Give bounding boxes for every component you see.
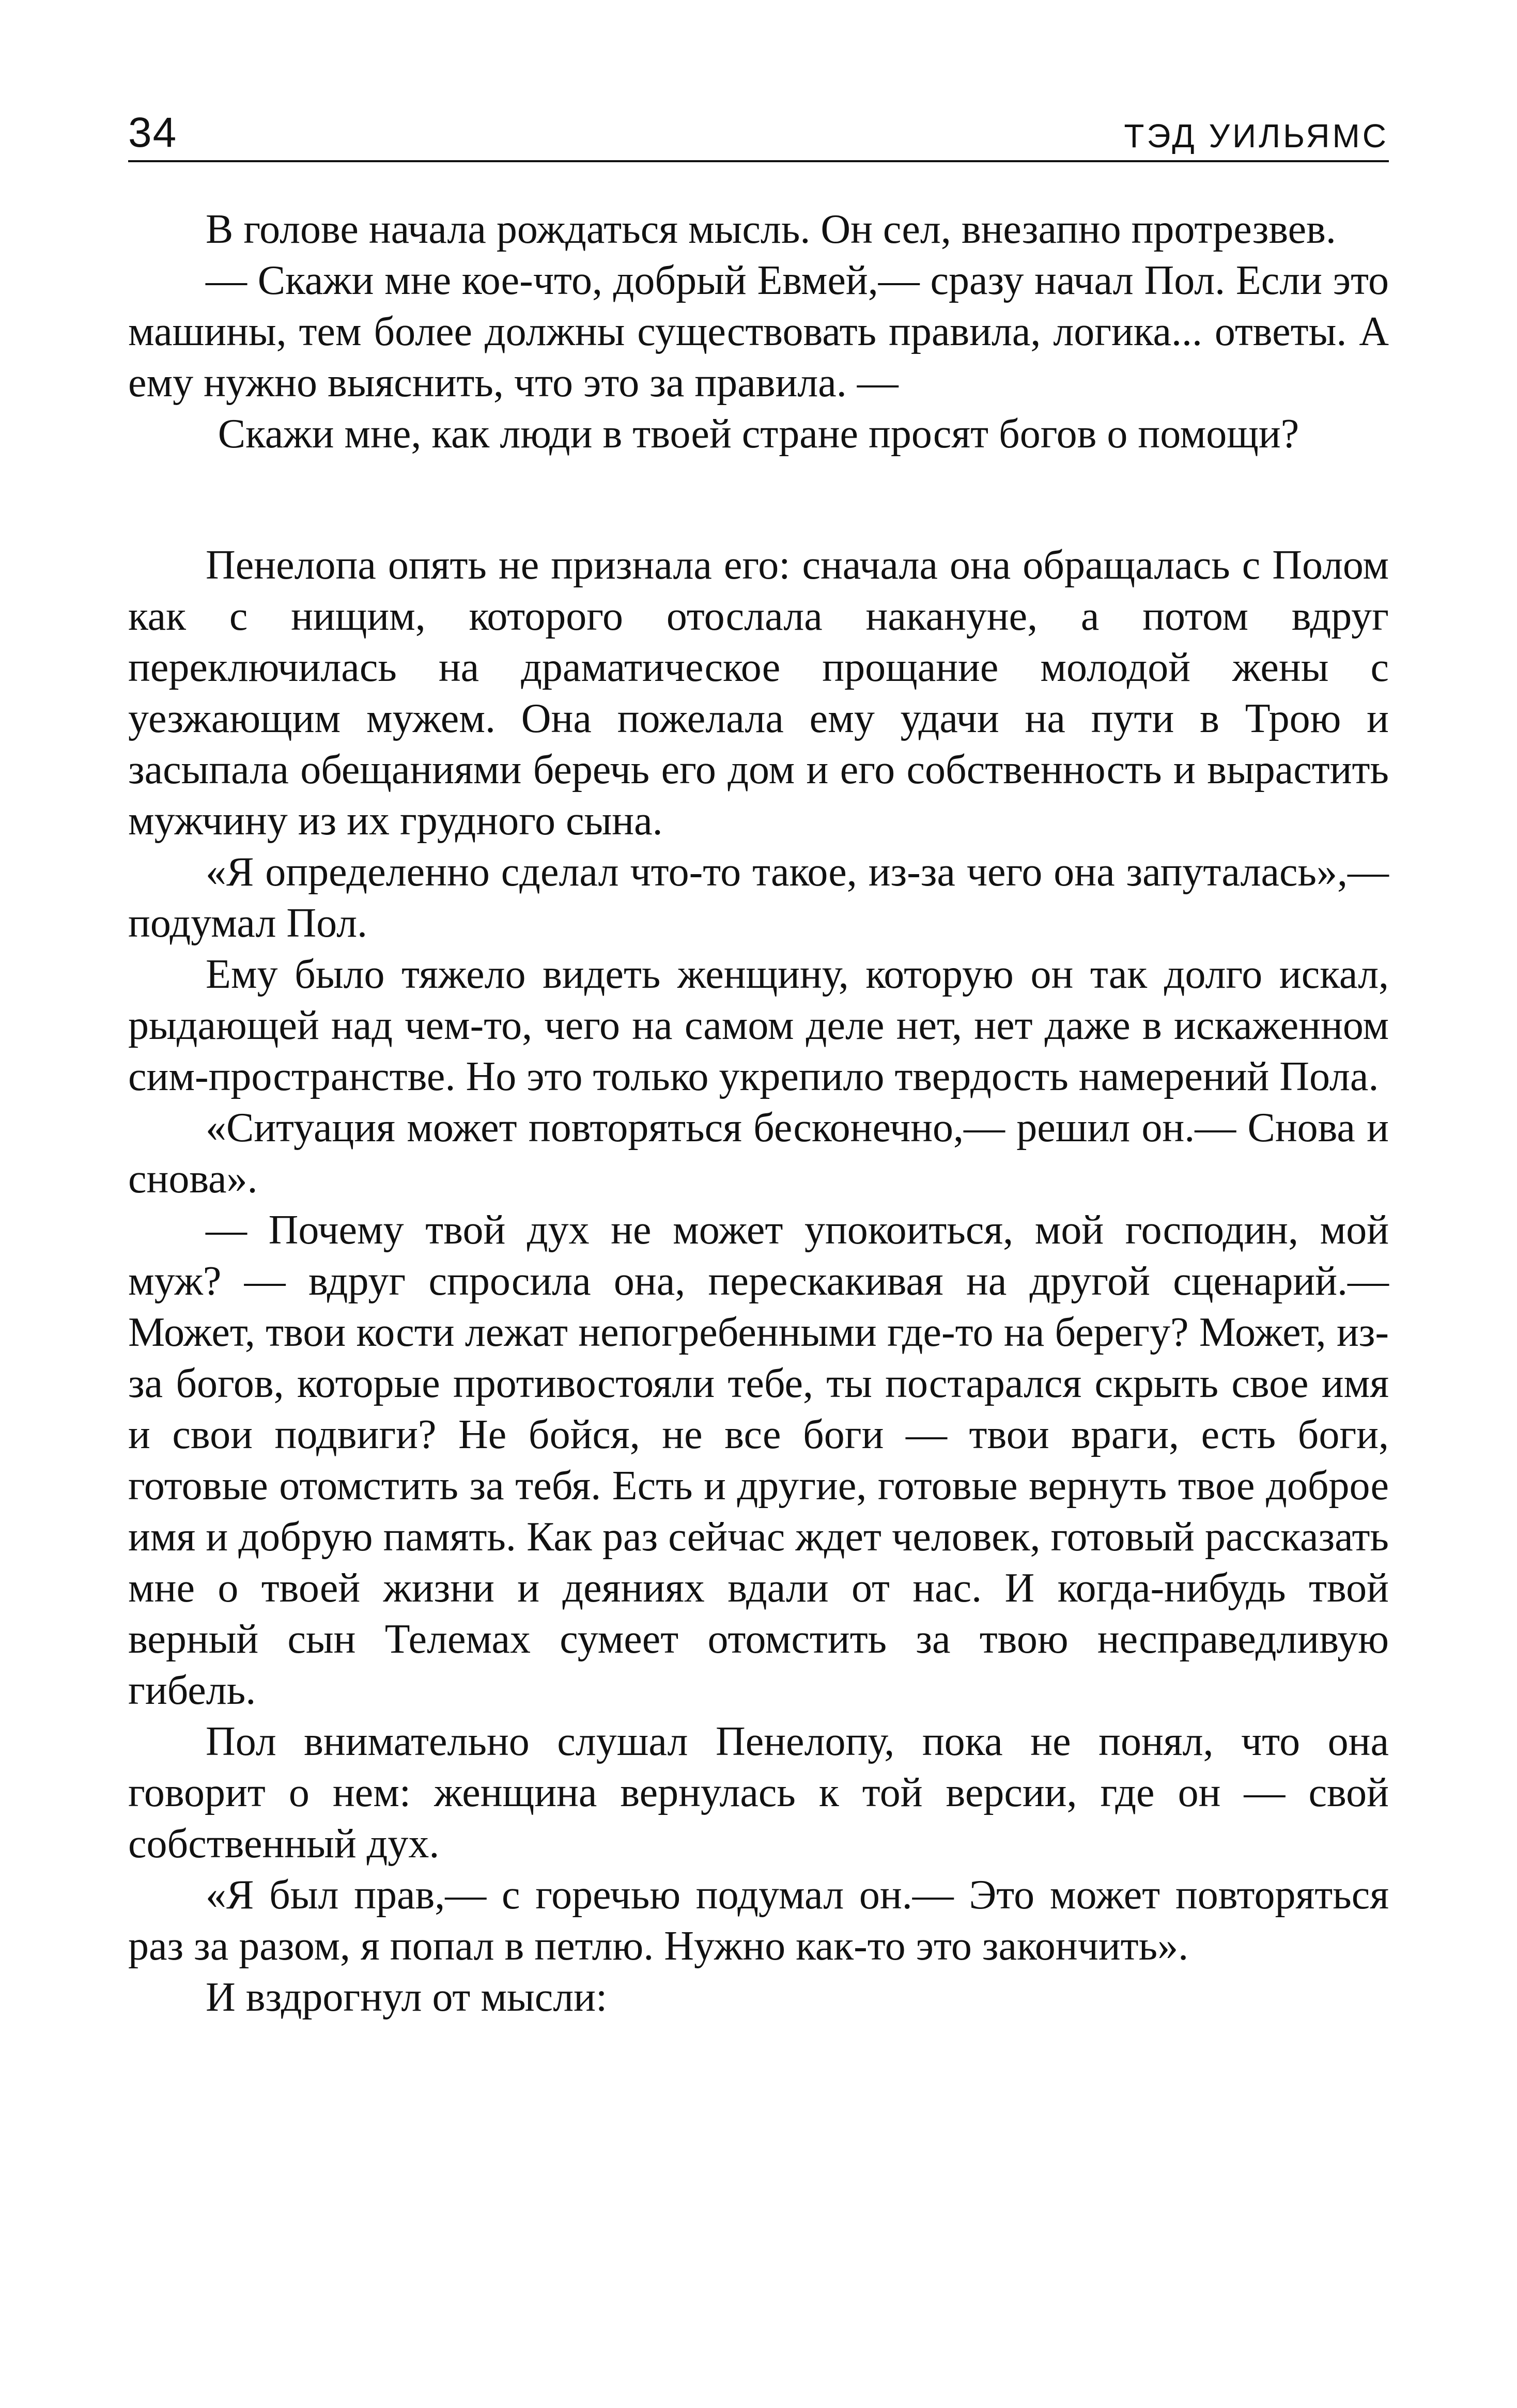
paragraph: «Я определенно сделал что-то такое, из-за чего она запуталась»,— подумал Пол. bbox=[128, 849, 1389, 946]
paragraph: — Скажи мне кое-что, добрый Евмей,— сразу начал Пол. Если это машины, тем более должны существовать правила, логика... ответы. А ему нужно выяснить, что это за правила. — bbox=[128, 258, 1389, 406]
paragraph: — Почему твой дух не может упокоиться, мой господин, мой муж? — вдруг спросила она, перескакивая на другой сценарий.— Может, твои кости лежат непогребенными где-то на берегу? Может, из-за богов, которые противостояли тебе, ты постарался скрыть свое имя и свои подвиги? Не бойся, не все боги — твои враги, есть боги, готовые отомстить за тебя. Есть и другие, готовые вернуть твое доброе имя и добрую память. Как раз сейчас ждет человек, готовый рассказать мне о твоей жизни и деяниях вдали от нас. И когда-нибудь твой верный сын Телемах сумеет отомстить за твою несправедливую гибель. bbox=[128, 1207, 1389, 1713]
body-text bbox=[128, 204, 1389, 2023]
paragraph: «Ситуация может повторяться бесконечно,— решил он.— Снова и снова». bbox=[128, 1105, 1389, 1202]
section-break bbox=[128, 460, 1389, 540]
paragraph: Пенелопа опять не признала его: сначала она обращалась с Полом как с нищим, которого отослала накануне, а потом вдруг переключилась на драматическое прощание молодой жены с уезжающим мужем. Она пожелала ему удачи на пути в Трою и засыпала обещаниями беречь его дом и его собственность и вырастить мужчину из их грудного сына. bbox=[128, 542, 1389, 844]
paragraph: Ему было тяжело видеть женщину, которую он так долго искал, рыдающей над чем-то, чего на самом деле нет, нет даже в искаженном сим-пространстве. Но это только укрепило твердость намерений Пола. bbox=[128, 952, 1389, 1099]
paragraph: «Я был прав,— с горечью подумал он.— Это может повторяться раз за разом, я попал в петлю. Нужно как-то это закончить». bbox=[128, 1872, 1389, 1969]
paragraph: Пол внимательно слушал Пенелопу, пока не понял, что она говорит о нем: женщина вернулась к той версии, где он — свой собственный дух. bbox=[128, 1719, 1389, 1867]
paragraph: И вздрогнул от мысли: bbox=[206, 1975, 608, 2020]
paragraph: Скажи мне, как люди в твоей стране просят богов о помощи? bbox=[218, 411, 1299, 457]
paragraph: В голове начала рождаться мысль. Он сел, внезапно протрезвев. bbox=[206, 207, 1336, 252]
running-header bbox=[128, 103, 1389, 162]
page-number: 34 bbox=[128, 109, 178, 156]
running-head-author: ТЭД УИЛЬЯМС bbox=[1124, 117, 1389, 154]
